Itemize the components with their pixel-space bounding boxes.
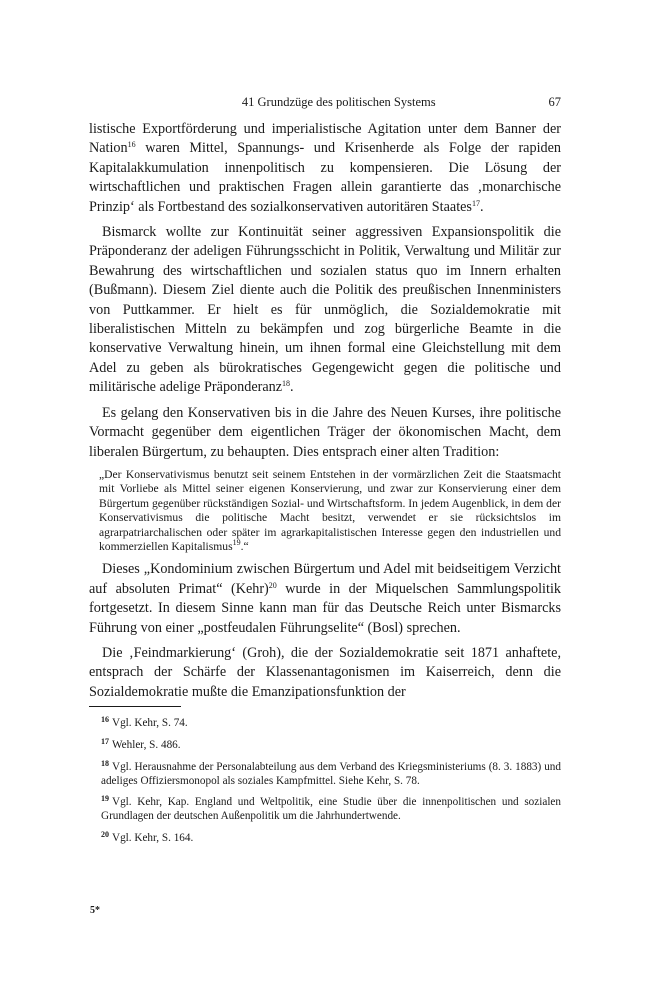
paragraph: Die ‚Feindmarkierung‘ (Groh), die der Sozialdemokratie seit 1871 anhaftete, entsprach der Schärfe der Klassenantagonismen im Kaiserreich, denn die Sozialdemokratie mußte die Emanzipationsfunktion der	[89, 644, 561, 700]
footnote: $^{20}$ Vgl. Kehr, S. 164.	[101, 829, 194, 844]
footnote-divider	[89, 706, 181, 707]
footnote-ref: 19	[232, 537, 241, 547]
block-quote: „Der Konservativismus benutzt seit seinem Entstehen in der vormärzlichen Zeit die Staatsmacht mit Vorliebe als Mittel seiner eigenen Konservierung, und zwar zur Konservierung einer dem Bürgertum gegenüber rückständigen Sozial- und Wirtschaftsform. In jedem Augenblick, in dem der Konservativismus die politische Macht besitzt, verwendet er sie rücksichtslos im agrarpatriarchalischen oder später im agrarkapitalistischen Interesse gegen den industriellen und kommerziellen Kapitalismus$^{19}$.“	[99, 467, 561, 553]
main-text	[89, 120, 561, 702]
footnote-ref: 17	[471, 198, 480, 208]
paragraph: Dieses „Kondominium zwischen Bürgertum und Adel mit beidseitigem Verzicht auf absoluten Primat“ (Kehr)$^{20}$ wurde in der Miquelschen Sammlungspolitik fortgesetzt. In diesem Sinne kann man für das Deutsche Reich unter Bismarcks Führung von einer „postfeudalen Führungselite“ (Bosl) sprechen.	[89, 561, 561, 636]
page-number: 67	[548, 95, 561, 109]
paragraph: Es gelang den Konservativen bis in die Jahre des Neuen Kurses, ihre politische Vormacht gegenüber dem eigentlichen Träger der ökonomischen Macht, dem liberalen Bürgertum, zu behaupten. Dies entsprach einer alten Tradition:	[89, 404, 561, 460]
paragraph: listische Exportförderung und imperialistische Agitation unter dem Banner der Nation$^{16}$ waren Mittel, Spannungs- und Krisenherde als Folge der rapiden Kapitalakkumulation innenpolitisch zu kompensieren. Die Lösung der wirtschaftlichen und praktischen Fragen allein garantierte das ‚monarchische Prinzip‘ als Fortbestand des sozialkonservativen autoritären Staates$^{17}$.	[89, 121, 561, 215]
signature-mark: 5*	[90, 905, 100, 916]
footnote-ref: 18	[282, 379, 291, 389]
footnote-ref: 20	[268, 580, 277, 590]
footnote-ref: 16	[127, 140, 136, 150]
footnote: $^{16}$ Vgl. Kehr, S. 74.	[101, 715, 188, 730]
footnote: $^{18}$ Vgl. Herausnahme der Personalabteilung aus dem Verband des Kriegsministeriums (8. 3. 1883) und adeliges Offiziersmonopol als soziales Kampfmittel. Siehe Kehr, S. 78.	[101, 758, 561, 787]
paragraph: Bismarck wollte zur Kontinuität seiner aggressiven Expansionspolitik die Präponderanz der adeligen Führungsschicht in Politik, Verwaltung und Militär zur Bewahrung des wirtschaftlichen und sozialen status quo im Innern erhalten (Bußmann). Diesem Ziel diente auch die Politik des preußischen Innenministers von Puttkammer. Er hielt es für unmöglich, die Sozialdemokratie mit liberalistischen Mitteln zu bekämpfen und zog bürgerliche Beamte in die konservative Verwaltung hinein, um ihnen formal eine Gleichstellung mit dem Adel zu geben als bürokratisches Gegengewicht gegen die politische und militärische adelige Präponderanz$^{18}$.	[89, 224, 561, 396]
running-header	[89, 94, 561, 110]
page	[89, 94, 561, 850]
chapter-title: 41 Grundzüge des politischen Systems	[241, 95, 436, 109]
footnote: $^{19}$ Vgl. Kehr, Kap. England und Weltpolitik, eine Studie über die innenpolitischen und sozialen Grundlagen der deutschen Außenpolitik um die Jahrhundertwende.	[101, 794, 561, 823]
footnote: $^{17}$ Wehler, S. 486.	[101, 736, 181, 751]
footnotes	[89, 713, 561, 846]
